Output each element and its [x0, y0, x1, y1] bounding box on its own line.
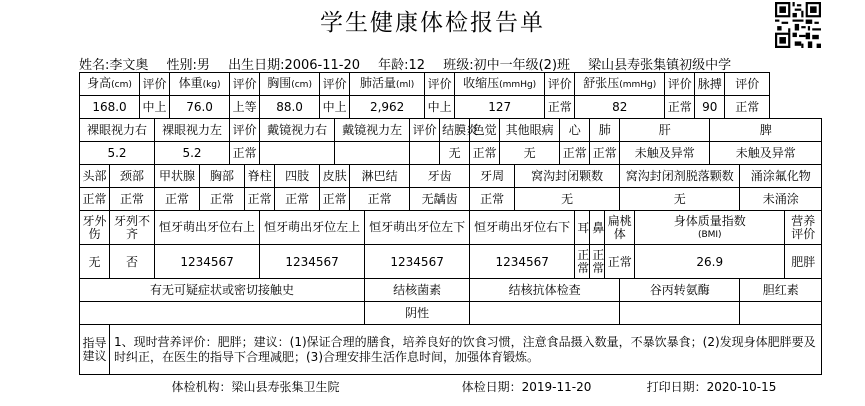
tooth-trauma-value: 无 — [80, 245, 110, 279]
glasses-eval — [410, 142, 440, 165]
glasses-eval-header: 评价 — [410, 119, 440, 142]
vision-eval-header: 评价 — [230, 119, 260, 142]
teeth-value-row — [80, 245, 822, 279]
spine-header: 脊柱 — [245, 165, 275, 188]
student-class: 班级:初中一年级(2)班 — [443, 58, 571, 73]
thyroid-value: 正常 — [155, 188, 200, 211]
vitals-value-row — [80, 96, 822, 119]
sbp-eval-header: 评价 — [545, 73, 575, 96]
chest-eval: 中上 — [320, 96, 350, 119]
other-eye-header: 其他眼病 — [500, 119, 560, 142]
head-header: 头部 — [80, 165, 110, 188]
spleen-value: 未触及异常 — [710, 142, 822, 165]
lymph-header: 淋巴结 — [350, 165, 410, 188]
lower-right-teeth-value: 1234567 — [470, 245, 575, 279]
dbp-eval: 正常 — [665, 96, 695, 119]
weight-header: 体重(kg) — [170, 73, 230, 96]
tuberculin-header: 结核菌素 — [365, 279, 470, 302]
glasses-right-header: 戴镜视力右 — [260, 119, 335, 142]
pit-seal-count-header: 窝沟封闭颗数 — [515, 165, 620, 188]
color-vision-value: 正常 — [470, 142, 500, 165]
vital-eval: 中上 — [425, 96, 455, 119]
nose-value: 正常 — [590, 245, 605, 279]
lower-left-teeth-value: 1234567 — [365, 245, 470, 279]
pulse-eval-header: 评价 — [725, 73, 770, 96]
color-vision-header: 色觉 — [470, 119, 500, 142]
vision-left-value: 5.2 — [155, 142, 230, 165]
lung-value: 正常 — [590, 142, 620, 165]
nose-header: 鼻 — [590, 211, 605, 245]
heart-value: 正常 — [560, 142, 590, 165]
lymph-value: 正常 — [350, 188, 410, 211]
chest-header: 胸围(cm) — [260, 73, 320, 96]
neck-value: 正常 — [110, 188, 155, 211]
fluoride-value: 未涌涂 — [740, 188, 822, 211]
conjunctivitis-header: 结膜炎 — [440, 119, 470, 142]
eye-value-row — [80, 142, 822, 165]
misalignment-value: 否 — [110, 245, 155, 279]
print-date: 打印日期：2020-10-15 — [646, 380, 777, 395]
advice-row — [80, 325, 822, 375]
pit-seal-shed-value: 无 — [620, 188, 740, 211]
pulse-header: 脉搏 — [695, 73, 725, 96]
alt-value — [620, 302, 740, 325]
heart-header: 心 — [560, 119, 590, 142]
lower-left-teeth-header: 恒牙萌出牙位左下 — [365, 211, 470, 245]
sbp-eval: 正常 — [545, 96, 575, 119]
report-title: 学生健康体检报告单 — [320, 10, 545, 36]
bilirubin-value — [740, 302, 822, 325]
height-eval-header: 评价 — [140, 73, 170, 96]
glasses-left-header: 戴镜视力左 — [335, 119, 410, 142]
infection-header-row — [80, 279, 822, 302]
bmi-header: 身体质量指数 (BMI) — [635, 211, 785, 245]
sbp-header: 收缩压(mmHg) — [455, 73, 545, 96]
student-school: 梁山县寿张集镇初级中学 — [588, 58, 732, 73]
pit-seal-shed-header: 窝沟封闭剂脱落颗数 — [620, 165, 740, 188]
exam-date: 体检日期：2019-11-20 — [461, 380, 592, 395]
teeth-header-row — [80, 211, 822, 245]
student-gender: 性别:男 — [166, 58, 210, 73]
chest-eval-header: 评价 — [320, 73, 350, 96]
misalignment-header: 牙列不齐 — [110, 211, 155, 245]
pulse-eval: 正常 — [725, 96, 770, 119]
tuberculin-value: 阴性 — [365, 302, 470, 325]
other-eye-value: 无 — [500, 142, 560, 165]
contact-history-header: 有无可疑症状或密切接触史 — [80, 279, 365, 302]
student-age: 年龄:12 — [378, 58, 426, 73]
bilirubin-header: 胆红素 — [740, 279, 822, 302]
glasses-right-value — [260, 142, 335, 165]
ear-header: 耳 — [575, 211, 590, 245]
body-value-row — [80, 188, 822, 211]
caries-header: 牙齿 — [410, 165, 470, 188]
exam-org: 体检机构：梁山县寿张集卫生院 — [171, 380, 340, 395]
dbp-eval-header: 评价 — [665, 73, 695, 96]
pit-seal-count-value: 无 — [515, 188, 620, 211]
vital-header: 肺活量(ml) — [350, 73, 425, 96]
student-name: 姓名:李文奥 — [79, 58, 149, 73]
limbs-value: 正常 — [275, 188, 320, 211]
tonsil-header: 扁桃体 — [605, 211, 635, 245]
limbs-header: 四肢 — [275, 165, 320, 188]
ear-value: 正常 — [575, 245, 590, 279]
upper-right-teeth-value: 1234567 — [155, 245, 260, 279]
sbp-value: 127 — [455, 96, 545, 119]
nutrition-value: 肥胖 — [785, 245, 822, 279]
chest-part-value: 正常 — [200, 188, 245, 211]
height-eval: 中上 — [140, 96, 170, 119]
tooth-trauma-header: 牙外伤 — [80, 211, 110, 245]
alt-header: 谷丙转氨酶 — [620, 279, 740, 302]
head-value: 正常 — [80, 188, 110, 211]
lung-header: 肺 — [590, 119, 620, 142]
periodontal-value: 正常 — [470, 188, 515, 211]
dbp-value: 82 — [575, 96, 665, 119]
upper-left-teeth-value: 1234567 — [260, 245, 365, 279]
weight-eval: 上等 — [230, 96, 260, 119]
footer — [80, 380, 822, 394]
contact-history-value — [80, 302, 365, 325]
vitals-header-row — [80, 73, 822, 96]
liver-value: 未触及异常 — [620, 142, 710, 165]
pulse-value: 90 — [695, 96, 725, 119]
body-header-row — [80, 165, 822, 188]
vital-value: 2,962 — [350, 96, 425, 119]
exam-table — [79, 72, 822, 400]
student-info — [79, 54, 745, 73]
nutrition-header: 营养评价 — [785, 211, 822, 245]
vision-left-header: 裸眼视力左 — [155, 119, 230, 142]
height-value: 168.0 — [80, 96, 140, 119]
lower-right-teeth-header: 恒牙萌出牙位右下 — [470, 211, 575, 245]
spine-value: 正常 — [245, 188, 275, 211]
fluoride-header: 涌涂氟化物 — [740, 165, 822, 188]
infection-value-row — [80, 302, 822, 325]
vision-right-value: 5.2 — [80, 142, 155, 165]
chest-part-header: 胸部 — [200, 165, 245, 188]
spleen-header: 脾 — [710, 119, 822, 142]
chest-value: 88.0 — [260, 96, 320, 119]
eye-header-row — [80, 119, 822, 142]
advice-label: 指导建议 — [80, 325, 110, 375]
caries-value: 无龋齿 — [410, 188, 470, 211]
liver-header: 肝 — [620, 119, 710, 142]
tb-antibody-value — [470, 302, 620, 325]
height-header: 身高(cm) — [80, 73, 140, 96]
thyroid-header: 甲状腺 — [155, 165, 200, 188]
upper-left-teeth-header: 恒牙萌出牙位左上 — [260, 211, 365, 245]
dbp-header: 舒张压(mmHg) — [575, 73, 665, 96]
skin-header: 皮肤 — [320, 165, 350, 188]
footer-row — [80, 375, 822, 400]
vital-eval-header: 评价 — [425, 73, 455, 96]
tb-antibody-header: 结核抗体检查 — [470, 279, 620, 302]
neck-header: 颈部 — [110, 165, 155, 188]
skin-value: 正常 — [320, 188, 350, 211]
vision-eval: 正常 — [230, 142, 260, 165]
periodontal-header: 牙周 — [470, 165, 515, 188]
upper-right-teeth-header: 恒牙萌出牙位右上 — [155, 211, 260, 245]
conjunctivitis-value: 无 — [440, 142, 470, 165]
tonsil-value: 正常 — [605, 245, 635, 279]
qr-code-icon — [775, 2, 821, 48]
weight-eval-header: 评价 — [230, 73, 260, 96]
vision-right-header: 裸眼视力右 — [80, 119, 155, 142]
weight-value: 76.0 — [170, 96, 230, 119]
glasses-left-value — [335, 142, 410, 165]
advice-text: 1、现时营养评价：肥胖；建议：(1)保证合理的膳食，培养良好的饮食习惯，注意食品摄入数量，不暴饮暴食；(2)发现身体肥胖要及时纠正，在医生的指导下合理减肥；(3)合理安排生活作息时间，加强体育锻炼。 — [110, 325, 822, 375]
student-birth: 出生日期:2006-11-20 — [228, 58, 360, 73]
bmi-value: 26.9 — [635, 245, 785, 279]
